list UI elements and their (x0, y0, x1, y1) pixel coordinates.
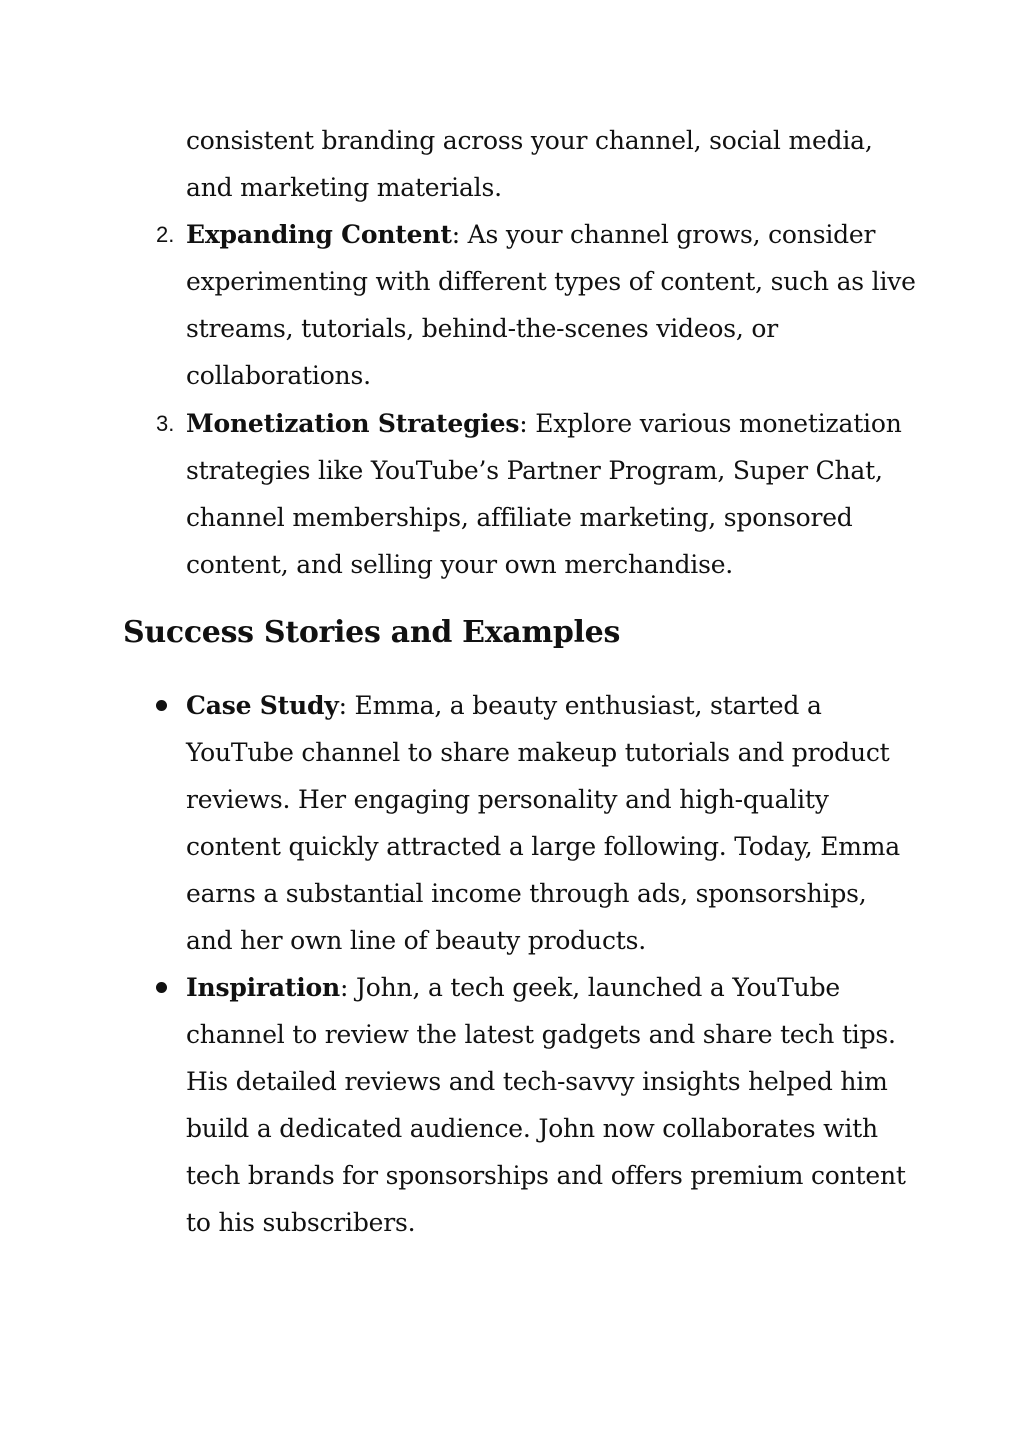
list-item-inspiration (186, 964, 916, 1246)
list-item-term: Case Study (186, 691, 339, 720)
bullet-icon (156, 982, 167, 993)
list-item-text: : Emma, a beauty enthusiast, started a YouTube channel to share makeup tutorials and product reviews. Her engaging personality and high-quality content quickly attracted a large following. Today, Emma earns a substantial income through ads, sponsorships, and her own line of beauty products. (186, 691, 900, 955)
list-item-monetization-strategies (186, 400, 916, 588)
list-item-case-study (186, 682, 916, 964)
list-number: 3. (156, 411, 175, 436)
list-item-term: Inspiration (186, 973, 340, 1002)
list-item-text: : John, a tech geek, launched a YouTube channel to review the latest gadgets and share tech tips. His detailed reviews and tech-savvy insights helped him build a dedicated audience. John now collaborates with tech brands for sponsorships and offers premium content to his subscribers. (186, 973, 906, 1237)
section-heading: Success Stories and Examples (123, 615, 621, 650)
list-item-expanding-content (186, 211, 916, 399)
bullet-icon (156, 700, 167, 711)
list-item-text: : Explore various monetization strategies like YouTube’s Partner Program, Super Chat, channel memberships, affiliate marketing, sponsored content, and selling your own merchandise. (186, 409, 902, 579)
list-item-text: consistent branding across your channel, social media, and marketing materials. (186, 126, 873, 202)
list-item-continuation (186, 117, 916, 211)
list-item-text: : As your channel grows, consider experimenting with different types of content, such as live streams, tutorials, behind-the-scenes videos, or collaborations. (186, 220, 916, 390)
list-item-term: Expanding Content (186, 220, 452, 249)
list-number: 2. (156, 222, 175, 247)
list-item-term: Monetization Strategies (186, 409, 520, 438)
